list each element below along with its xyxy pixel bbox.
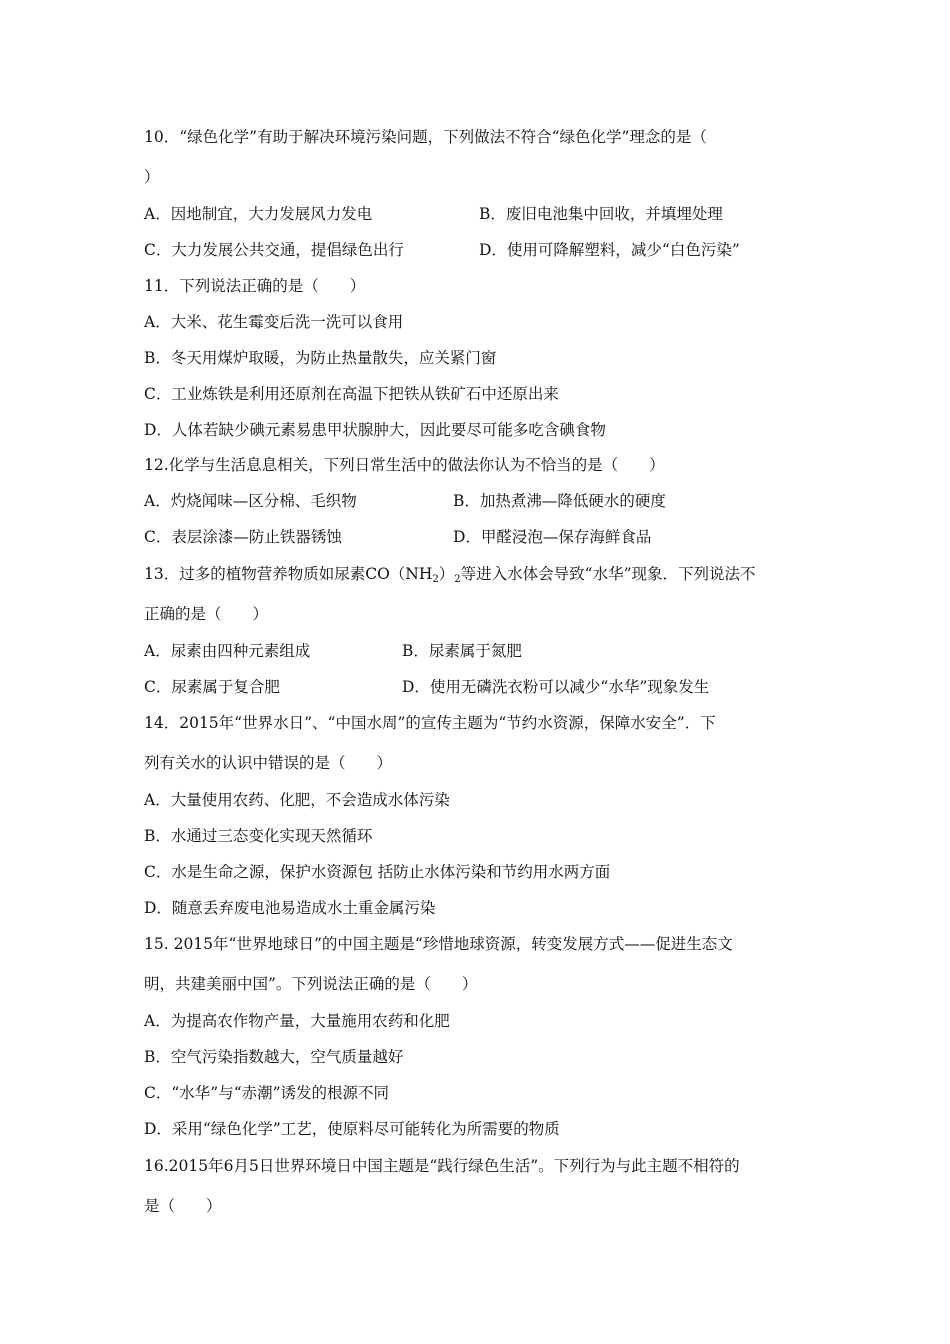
q12-stem: 12.化学与生活息息相关，下列日常生活中的做法你认为不恰当的是（ ） xyxy=(144,456,665,474)
q13-stem-mid: ） xyxy=(438,565,455,583)
q16-stem-cont: 是（ ） xyxy=(144,1197,222,1215)
q14-stem-cont: 列有关水的认识中错误的是（ ） xyxy=(144,754,393,772)
q11-stem: 11．下列说法正确的是（ ） xyxy=(144,277,366,295)
q10-stem-cont: ） xyxy=(144,168,160,186)
q13-subscript: 2 xyxy=(432,574,439,585)
q10-option-b: B．废旧电池集中回收，并填埋处理 xyxy=(479,205,723,223)
q12-option-c: C．表层涂漆—防止铁器锈蚀 xyxy=(144,528,342,546)
q10-option-c: C．大力发展公共交通，提倡绿色出行 xyxy=(144,241,404,259)
q15-stem-cont: 明，共建美丽中国”。下列说法正确的是（ ） xyxy=(144,975,478,993)
q14-option-a: A．大量使用农药、化肥，不会造成水体污染 xyxy=(144,791,450,809)
q10-option-d: D．使用可降解塑料，减少“白色污染” xyxy=(479,241,740,259)
q13-subscript-2: 2 xyxy=(454,574,461,585)
q14-stem: 14．2015年“世界水日”、“中国水周”的宣传主题为“节约水资源，保障水安全”．下 xyxy=(144,714,716,732)
q13-option-b: B．尿素属于氮肥 xyxy=(402,642,522,660)
q13-stem xyxy=(144,564,756,590)
q13-option-c: C．尿素属于复合肥 xyxy=(144,678,280,696)
q14-option-c: C．水是生命之源，保护水资源包 括防止水体污染和节约用水两方面 xyxy=(144,863,611,881)
q15-option-c: C．“水华”与“赤潮”诱发的根源不同 xyxy=(144,1084,390,1102)
q13-stem-cont: 正确的是（ ） xyxy=(144,605,269,623)
q15-option-a: A．为提高农作物产量，大量施用农药和化肥 xyxy=(144,1012,450,1030)
q11-option-b: B．冬天用煤炉取暖，为防止热量散失，应关紧门窗 xyxy=(144,349,497,367)
q15-option-d: D．采用“绿色化学”工艺，使原料尽可能转化为所需要的物质 xyxy=(144,1120,560,1138)
q13-stem-post: 等进入水体会导致“水华”现象．下列说法不 xyxy=(460,565,756,583)
q10-option-a: A．因地制宜，大力发展风力发电 xyxy=(144,205,373,223)
q11-option-c: C．工业炼铁是利用还原剂在高温下把铁从铁矿石中还原出来 xyxy=(144,385,559,403)
q11-option-d: D．人体若缺少碘元素易患甲状腺肿大，因此要尽可能多吃含碘食物 xyxy=(144,421,606,439)
q14-option-d: D．随意丢弃废电池易造成水土重金属污染 xyxy=(144,899,436,917)
q12-option-d: D．甲醛浸泡—保存海鲜食品 xyxy=(453,528,652,546)
q10-stem: 10．“绿色化学”有助于解决环境污染问题，下列做法不符合“绿色化学”理念的是（ xyxy=(144,128,707,146)
q11-option-a: A．大米、花生霉变后洗一洗可以食用 xyxy=(144,313,404,331)
q13-option-a: A．尿素由四种元素组成 xyxy=(144,642,311,660)
q13-stem-pre: 13．过多的植物营养物质如尿素CO（NH xyxy=(144,565,433,583)
q16-stem: 16.2015年6月5日世界环境日中国主题是“践行绿色生活”。下列行为与此主题不相符的 xyxy=(144,1157,740,1175)
q15-stem: 15. 2015年“世界地球日”的中国主题是“珍惜地球资源，转变发展方式——促进生态文 xyxy=(144,935,733,953)
q12-option-b: B．加热煮沸—降低硬水的硬度 xyxy=(453,492,666,510)
q13-option-d: D．使用无磷洗衣粉可以减少“水华”现象发生 xyxy=(402,678,710,696)
q14-option-b: B．水通过三态变化实现天然循环 xyxy=(144,827,373,845)
q12-option-a: A．灼烧闻味—区分棉、毛织物 xyxy=(144,492,357,510)
q15-option-b: B．空气污染指数越大，空气质量越好 xyxy=(144,1048,404,1066)
